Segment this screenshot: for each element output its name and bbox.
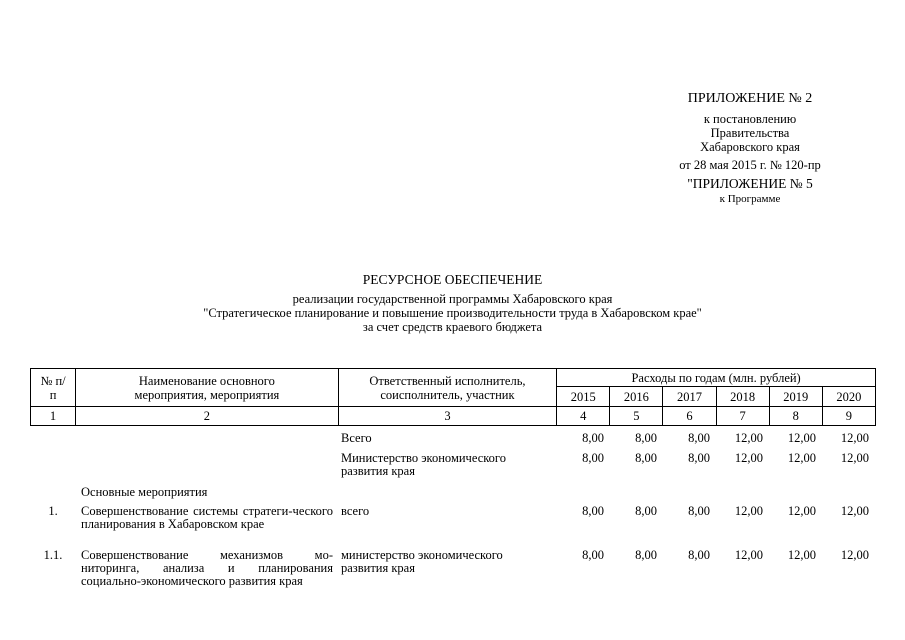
row-number: 1.	[48, 504, 58, 518]
value-cell: 8,00	[582, 431, 604, 445]
resource-table-header	[30, 368, 876, 426]
subtitle-line: "Стратегическое планирование и повышение производительности труда в Хабаровском крае"	[203, 306, 702, 320]
value-cell: 12,00	[840, 431, 869, 445]
executor-cell: Министерство экономического развития края	[341, 451, 506, 478]
value-cell: 12,00	[840, 548, 869, 562]
column-index: 1	[31, 407, 76, 426]
value-cell: 12,00	[787, 451, 816, 465]
section-label: Основные мероприятия	[81, 485, 208, 499]
column-index: 2	[76, 407, 339, 426]
appendix-title: ПРИЛОЖЕНИЕ № 2	[687, 91, 813, 106]
document-subtitle	[0, 292, 905, 334]
executor-cell: Всего	[341, 431, 372, 445]
column-index: 4	[557, 407, 610, 426]
appendix-subtitle: к Программе	[719, 193, 781, 205]
column-index: 8	[769, 407, 822, 426]
column-index: 9	[822, 407, 875, 426]
value-cell: 8,00	[688, 548, 710, 562]
value-cell: 8,00	[688, 451, 710, 465]
appendix-line: Правительства	[710, 126, 790, 140]
header-year: 2015	[557, 387, 610, 407]
value-cell: 12,00	[734, 431, 763, 445]
header-year: 2018	[716, 387, 769, 407]
value-cell: 12,00	[734, 548, 763, 562]
header-year: 2019	[769, 387, 822, 407]
activity-name: Совершенствование механизмов мо-ниторинга, анализа и планирования социально-экономического развития края	[81, 548, 333, 588]
value-cell: 8,00	[582, 548, 604, 562]
value-cell: 12,00	[840, 504, 869, 518]
value-cell: 12,00	[840, 451, 869, 465]
value-cell: 8,00	[688, 504, 710, 518]
value-cell: 12,00	[787, 431, 816, 445]
value-cell: 12,00	[787, 504, 816, 518]
value-cell: 8,00	[582, 504, 604, 518]
document-title: РЕСУРСНОЕ ОБЕСПЕЧЕНИЕ	[362, 272, 543, 287]
header-year: 2017	[663, 387, 716, 407]
executor-cell: министерство экономического развития края	[341, 548, 503, 575]
column-index: 3	[338, 407, 557, 426]
header-year: 2016	[610, 387, 663, 407]
value-cell: 12,00	[734, 504, 763, 518]
value-cell: 8,00	[582, 451, 604, 465]
appendix-date: от 28 мая 2015 г. № 120-пр	[679, 158, 821, 172]
activity-name: Совершенствование системы стратеги-ческого планирования в Хабаровском крае	[81, 504, 333, 531]
row-number: 1.1.	[43, 548, 63, 562]
column-index: 5	[610, 407, 663, 426]
header-year: 2020	[822, 387, 875, 407]
subtitle-line: за счет средств краевого бюджета	[362, 320, 543, 334]
value-cell: 8,00	[635, 451, 657, 465]
header-num: № п/п	[31, 369, 76, 407]
header-executor: Ответственный исполнитель, соисполнитель, участник	[338, 369, 557, 407]
value-cell: 8,00	[635, 504, 657, 518]
appendix-title-2: "ПРИЛОЖЕНИЕ № 5	[687, 176, 813, 191]
header-expenses: Расходы по годам (млн. рублей)	[557, 369, 876, 387]
value-cell: 12,00	[787, 548, 816, 562]
value-cell: 8,00	[635, 548, 657, 562]
appendix-line: Хабаровского края	[700, 140, 800, 154]
column-index: 7	[716, 407, 769, 426]
appendix-block	[640, 90, 860, 206]
column-index: 6	[663, 407, 716, 426]
value-cell: 8,00	[635, 431, 657, 445]
header-name: Наименование основного мероприятия, мероприятия	[76, 369, 339, 407]
value-cell: 8,00	[688, 431, 710, 445]
subtitle-line: реализации государственной программы Хабаровского края	[292, 292, 613, 306]
executor-cell: всего	[341, 504, 370, 518]
appendix-line: к постановлению	[703, 112, 797, 126]
value-cell: 12,00	[734, 451, 763, 465]
